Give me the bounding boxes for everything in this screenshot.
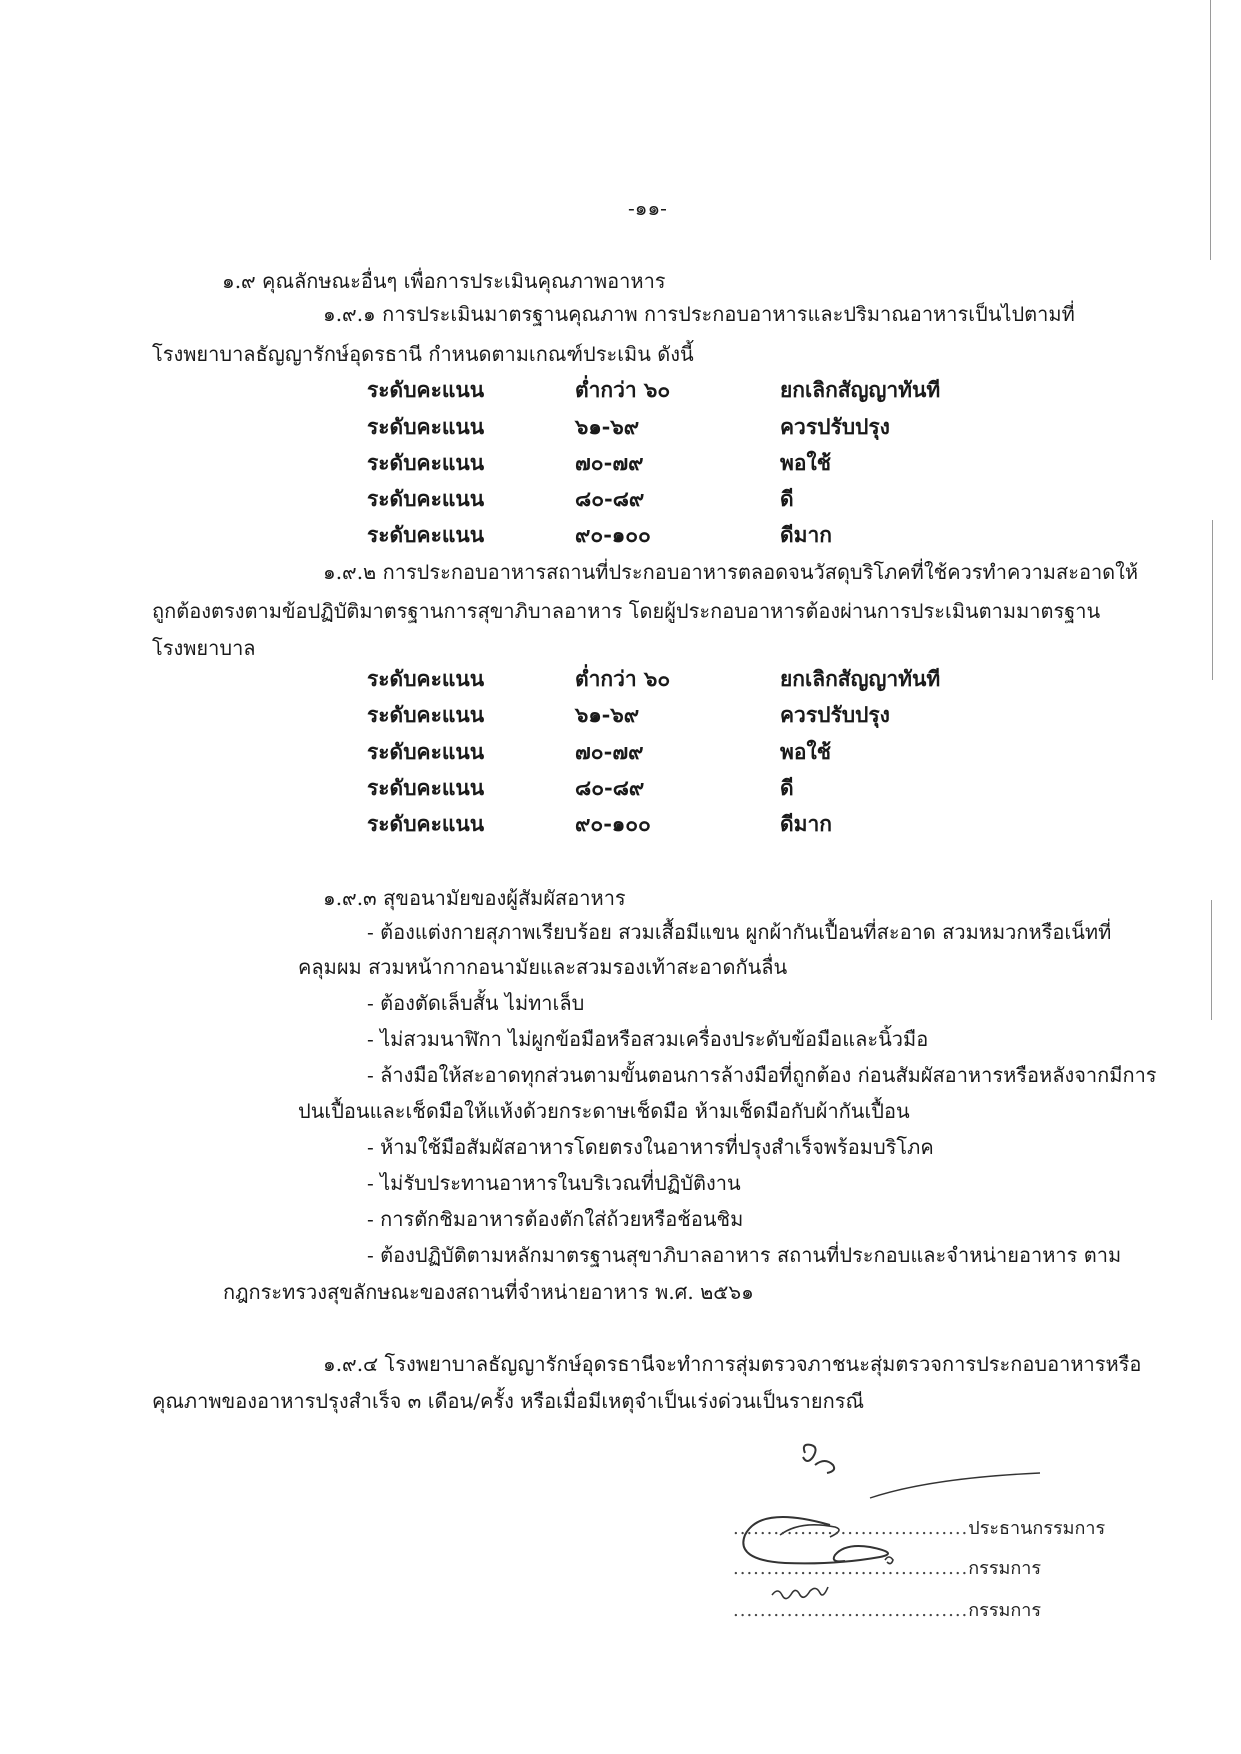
score-range: ๖๑-๖๙ [575,702,640,727]
score-range: ๘๐-๘๙ [575,775,645,800]
signature-member-2 [733,1595,1041,1624]
score-result: ดีมาก [780,811,832,836]
signature-dots: ................................... [733,1558,969,1579]
signature-chair [733,1513,1105,1542]
score-result: ควรปรับปรุง [780,414,890,439]
section-194-line1: ๑.๙.๔ โรงพยาบาลธัญญารักษ์อุดรธานีจะทำการสุ่มตรวจภาชนะสุ่มตรวจการประกอบอาหารหรือ [323,1352,1142,1376]
score-label: ระดับคะแนน [367,775,485,800]
scan-edge-mark [1211,900,1212,1020]
score-range: ๗๐-๗๙ [575,450,644,475]
scan-edge-mark [1212,520,1213,680]
signature-dots: ................................... [733,1600,969,1621]
hygiene-bullet-2: - ต้องตัดเล็บสั้น ไม่ทาเล็บ [367,991,585,1015]
score-result: ดี [780,775,794,800]
section-192-line1: ๑.๙.๒ การประกอบอาหารสถานที่ประกอบอาหารตลอดจนวัสดุบริโภคที่ใช้ควรทำความสะอาดให้ [323,560,1139,584]
score-label: ระดับคะแนน [367,377,485,402]
hygiene-bullet-1-line2: คลุมผม สวมหน้ากากอนามัยและสวมรองเท้าสะอาดกันลื่น [298,955,788,979]
score-label: ระดับคะแนน [367,739,485,764]
section-191-line1: ๑.๙.๑ การประเมินมาตรฐานคุณภาพ การประกอบอาหารและปริมาณอาหารเป็นไปตามที่ [323,302,1075,326]
score-label: ระดับคะแนน [367,414,485,439]
hygiene-bullet-5: - ห้ามใช้มือสัมผัสอาหารโดยตรงในอาหารที่ปรุงสำเร็จพร้อมบริโภค [367,1135,934,1159]
hygiene-bullet-6: - ไม่รับประทานอาหารในบริเวณที่ปฏิบัติงาน [367,1171,741,1195]
score-range: ต่ำกว่า ๖๐ [575,666,671,691]
section-heading: ๑.๙ คุณลักษณะอื่นๆ เพื่อการประเมินคุณภาพอาหาร [222,269,666,293]
hygiene-bullet-4-line1: - ล้างมือให้สะอาดทุกส่วนตามขั้นตอนการล้างมือที่ถูกต้อง ก่อนสัมผัสอาหารหรือหลังจากมีการ [367,1063,1157,1087]
member2-role: กรรมการ [968,1600,1042,1621]
chair-role: ประธานกรรมการ [968,1518,1106,1539]
hygiene-bullet-7: - การตักชิมอาหารต้องตักใส่ถ้วยหรือช้อนชิม [367,1207,744,1231]
score-label: ระดับคะแนน [367,486,485,511]
score-label: ระดับคะแนน [367,702,485,727]
score-range: ๙๐-๑๐๐ [575,811,651,836]
scan-edge-mark [1210,0,1211,260]
signature-member-1 [733,1553,1041,1582]
hygiene-bullet-4-line2: ปนเปื้อนและเช็ดมือให้แห้งด้วยกระดาษเช็ดมือ ห้ามเช็ดมือกับผ้ากันเปื้อน [298,1099,910,1123]
signature-dots: ................................... [733,1518,969,1539]
score-result: ยกเลิกสัญญาทันที [780,666,941,691]
score-label: ระดับคะแนน [367,811,485,836]
score-range: ต่ำกว่า ๖๐ [575,377,671,402]
score-label: ระดับคะแนน [367,522,485,547]
score-range: ๘๐-๘๙ [575,486,645,511]
page-number: -๑๑- [628,196,667,220]
member1-role: กรรมการ [968,1558,1042,1579]
score-result: ยกเลิกสัญญาทันที [780,377,941,402]
section-194-line2: คุณภาพของอาหารปรุงสำเร็จ ๓ เดือน/ครั้ง หรือเมื่อมีเหตุจำเป็นเร่งด่วนเป็นรายกรณี [152,1389,865,1413]
hygiene-bullet-8-line1: - ต้องปฏิบัติตามหลักมาตรฐานสุขาภิบาลอาหาร สถานที่ประกอบและจำหน่ายอาหาร ตาม [367,1243,1122,1267]
score-result: ดีมาก [780,522,832,547]
score-result: พอใช้ [780,450,831,475]
section-193-heading: ๑.๙.๓ สุขอนามัยของผู้สัมผัสอาหาร [323,886,626,910]
section-192-line2: ถูกต้องตรงตามข้อปฏิบัติมาตรฐานการสุขาภิบาลอาหาร โดยผู้ประกอบอาหารต้องผ่านการประเมินตามมาตรฐาน [152,599,1101,623]
score-range: ๙๐-๑๐๐ [575,522,651,547]
score-result: ดี [780,486,794,511]
hygiene-bullet-8-line2: กฎกระทรวงสุขลักษณะของสถานที่จำหน่ายอาหาร พ.ศ. ๒๕๖๑ [223,1280,754,1304]
score-range: ๖๑-๖๙ [575,414,640,439]
score-result: พอใช้ [780,739,831,764]
section-192-line3: โรงพยาบาล [152,636,256,660]
score-range: ๗๐-๗๙ [575,739,644,764]
hygiene-bullet-1-line1: - ต้องแต่งกายสุภาพเรียบร้อย สวมเสื้อมีแขน ผูกผ้ากันเปื้อนที่สะอาด สวมหมวกหรือเน็ทที่ [367,920,1112,944]
score-label: ระดับคะแนน [367,666,485,691]
score-label: ระดับคะแนน [367,450,485,475]
section-191-line2: โรงพยาบาลธัญญารักษ์อุดรธานี กำหนดตามเกณฑ์ประเมิน ดังนี้ [152,342,694,366]
hygiene-bullet-3: - ไม่สวมนาฬิกา ไม่ผูกข้อมือหรือสวมเครื่องประดับข้อมือและนิ้วมือ [367,1027,929,1051]
score-result: ควรปรับปรุง [780,702,890,727]
